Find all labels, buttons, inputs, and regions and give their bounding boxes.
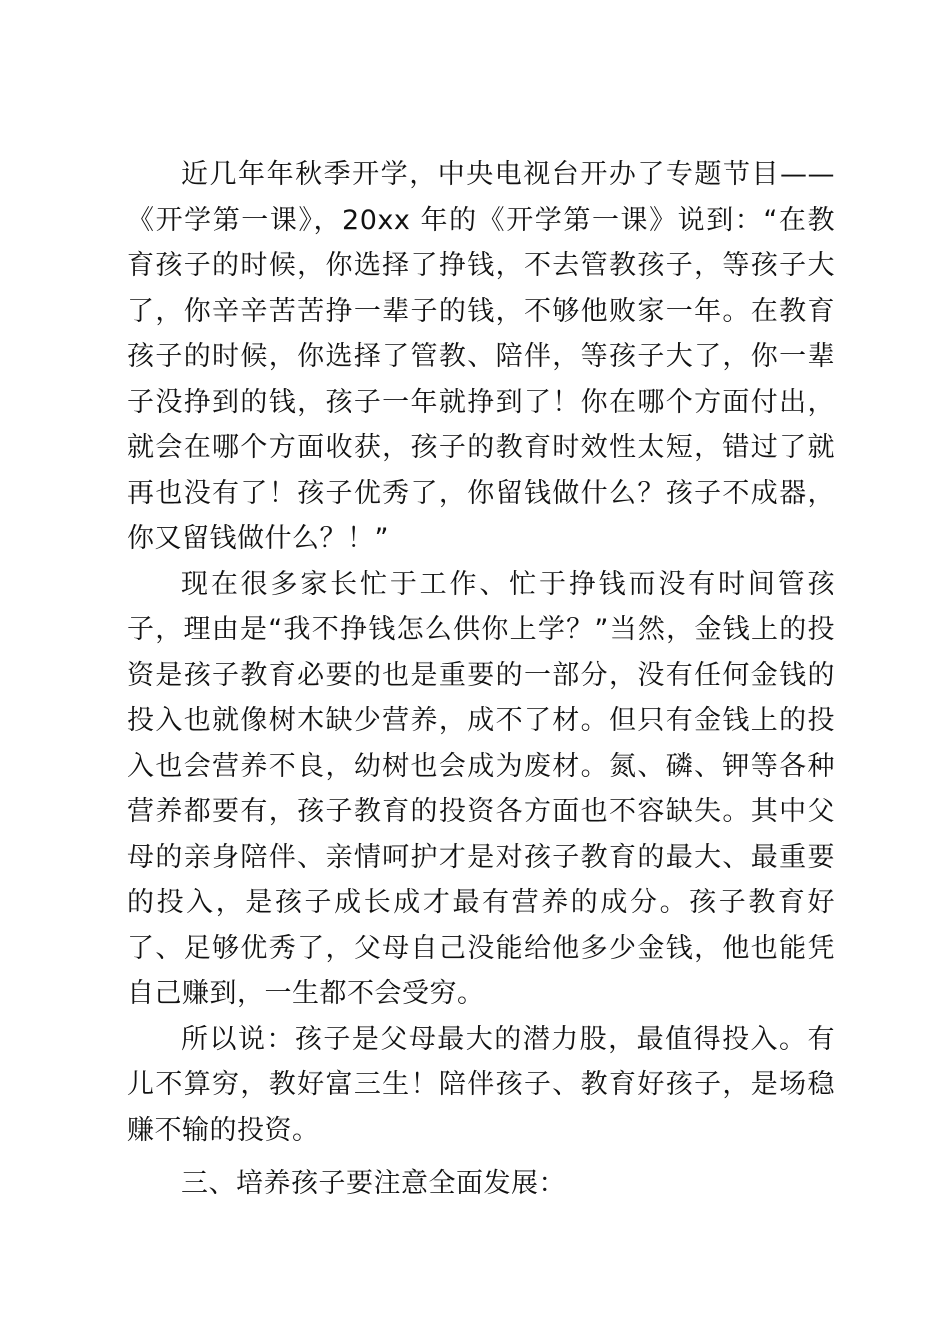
document-body: [127, 152, 835, 1207]
paragraph-1: 近几年年秋季开学，中央电视台开办了专题节目——《开学第一课》，20xx 年的《开学第一课》说到：“在教育孩子的时候，你选择了挣钱，不去管教孩子，等孩子大了，你辛辛苦苦挣一辈子的钱，不够他败家一年。在教育孩子的时候，你选择了管教、陪伴，等孩子大了，你一辈子没挣到的钱，孩子一年就挣到了！你在哪个方面付出，就会在哪个方面收获，孩子的教育时效性太短，错过了就再也没有了！孩子优秀了，你留钱做什么？孩子不成器，你又留钱做什么？！”: [127, 159, 835, 554]
section-heading: 三、培养孩子要注意全面发展：: [181, 1168, 566, 1199]
paragraph-2: 现在很多家长忙于工作、忙于挣钱而没有时间管孩子，理由是“我不挣钱怎么供你上学？”当然，金钱上的投资是孩子教育必要的也是重要的一部分，没有任何金钱的投入也就像树木缺少营养，成不了材。但只有金钱上的投入也会营养不良，幼树也会成为废材。氮、磷、钾等各种营养都要有，孩子教育的投资各方面也不容缺失。其中父母的亲身陪伴、亲情呵护才是对孩子教育的最大、最重要的投入，是孩子成长成才最有营养的成分。孩子教育好了、足够优秀了，父母自己没能给他多少金钱，他也能凭自己赚到，一生都不会受穷。: [127, 568, 835, 1009]
paragraph-3: 所以说：孩子是父母最大的潜力股，最值得投入。有儿不算穷，教好富三生！陪伴孩子、教育好孩子，是场稳赚不输的投资。: [127, 1023, 835, 1146]
